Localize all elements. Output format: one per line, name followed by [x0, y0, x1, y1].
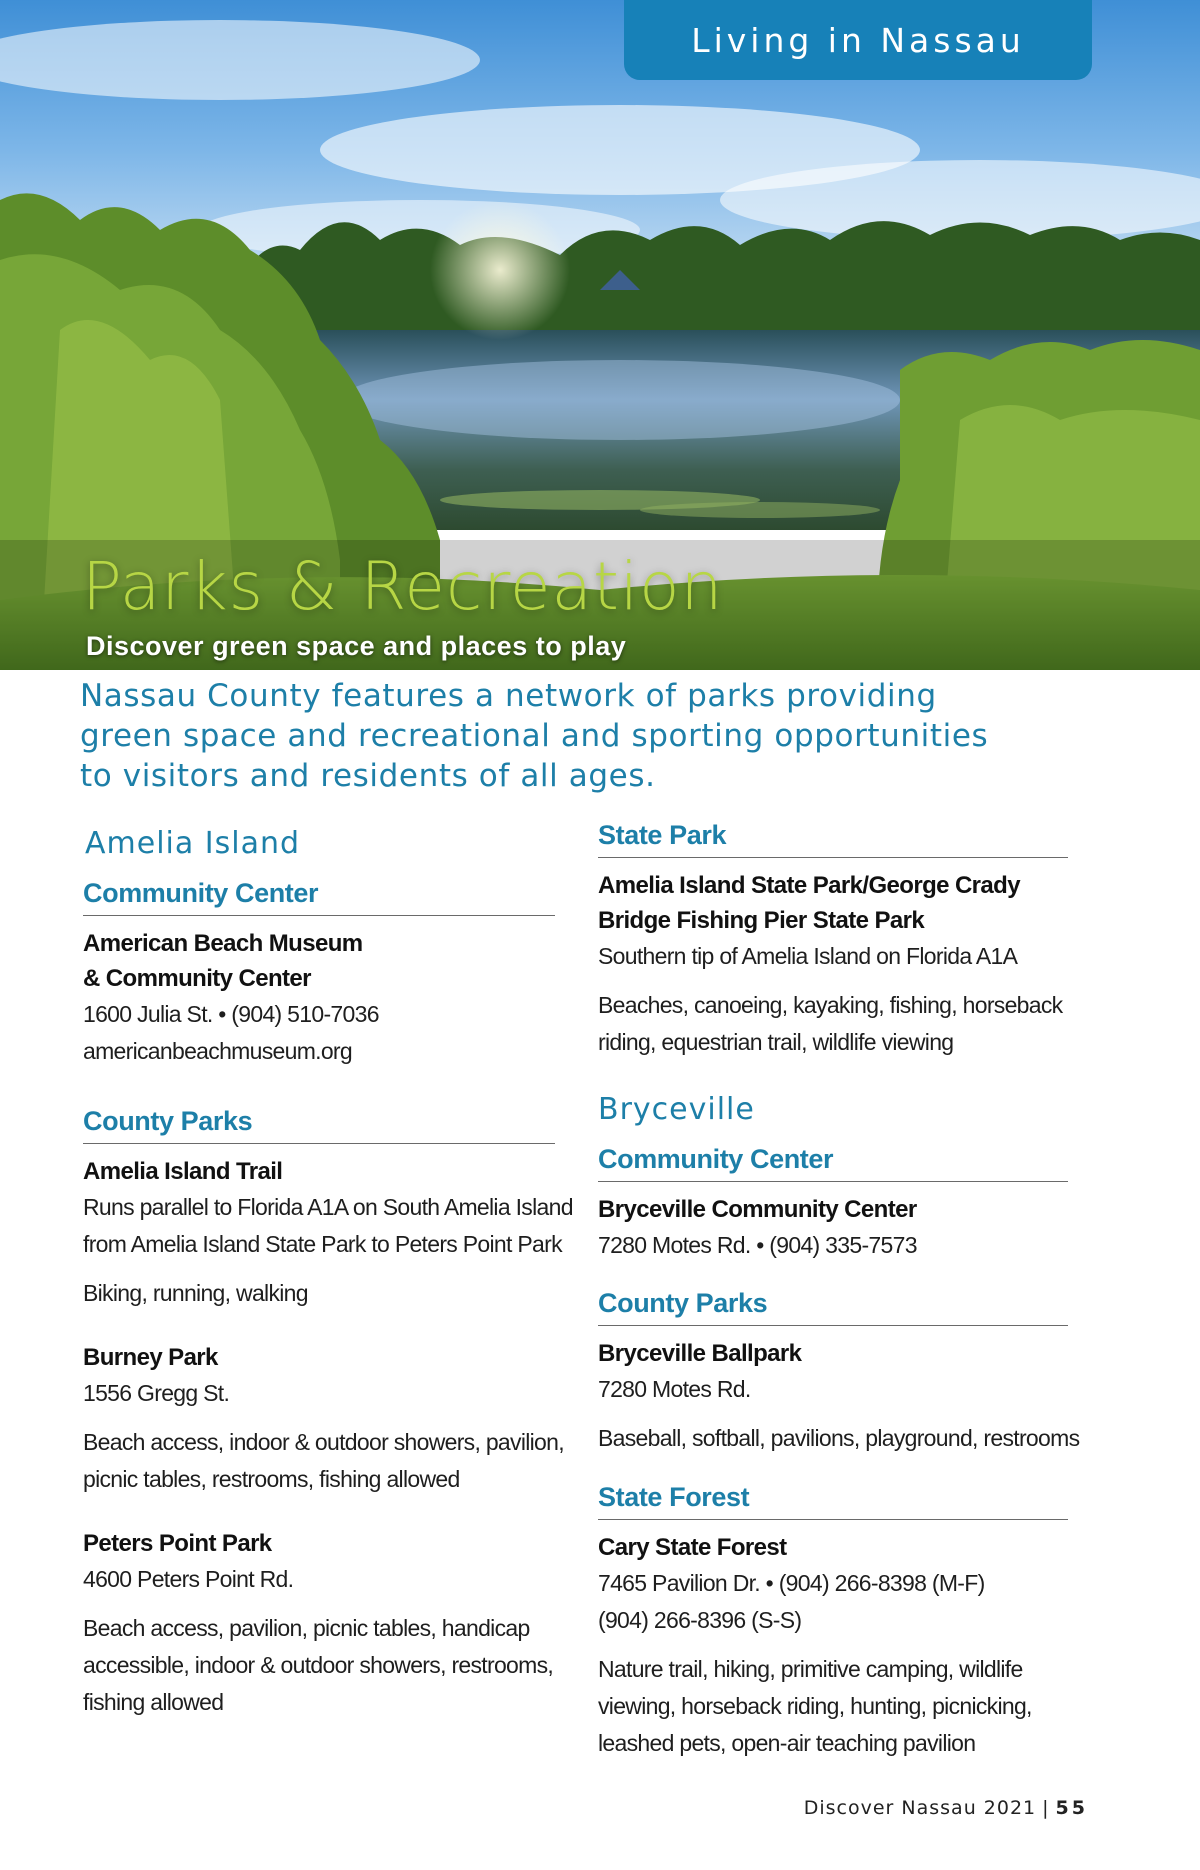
section-heading-state-park: State Park	[598, 820, 1068, 858]
entry-features: accessible, indoor & outdoor showers, restrooms,	[83, 1652, 554, 1678]
publication-name: Discover Nassau 2021	[803, 1797, 1037, 1819]
entry-features: leashed pets, open-air teaching pavilion	[598, 1730, 976, 1756]
entry-website: americanbeachmuseum.org	[83, 1038, 352, 1064]
entry-features: fishing allowed	[83, 1689, 224, 1715]
intro-line: Nassau County features a network of parks providing	[80, 678, 937, 714]
section-heading-state-forest: State Forest	[598, 1482, 1068, 1520]
entry-amelia-island-trail	[83, 1154, 573, 1312]
entry-features: picnic tables, restrooms, fishing allowed	[83, 1466, 460, 1492]
section-heading-county-parks: County Parks	[598, 1288, 1068, 1326]
entry-name: Peters Point Park	[83, 1530, 272, 1557]
entry-cary-state-forest	[598, 1530, 1068, 1762]
page-subtitle: Discover green space and places to play	[86, 631, 627, 661]
footer-separator: |	[1042, 1797, 1050, 1819]
entry-name: Amelia Island State Park/George Crady	[598, 872, 1020, 899]
page-number: 55	[1055, 1797, 1088, 1819]
entry-features: Nature trail, hiking, primitive camping, wildlife	[598, 1656, 1023, 1682]
intro-line: to visitors and residents of all ages.	[80, 758, 656, 794]
area-heading-bryceville: Bryceville	[598, 1092, 755, 1127]
entry-features: riding, equestrian trail, wildlife viewing	[598, 1029, 954, 1055]
entry-bryceville-community-center	[598, 1192, 1068, 1264]
entry-address: 4600 Peters Point Rd.	[83, 1566, 294, 1592]
hero-photo	[0, 0, 1200, 670]
area-heading-amelia-island: Amelia Island	[85, 826, 301, 861]
entry-phone: (904) 266-8396 (S-S)	[598, 1607, 802, 1633]
section-banner	[624, 0, 1092, 80]
entry-features: Baseball, softball, pavilions, playground, restrooms	[598, 1425, 1080, 1451]
entry-amelia-island-state-park	[598, 868, 1068, 1061]
entry-features: viewing, horseback riding, hunting, picnicking,	[598, 1693, 1032, 1719]
entry-features: Biking, running, walking	[83, 1280, 308, 1306]
entry-name: & Community Center	[83, 965, 311, 992]
section-heading-county-parks: County Parks	[83, 1106, 555, 1144]
intro-paragraph	[80, 676, 1120, 796]
section-heading-community-center: Community Center	[83, 878, 555, 916]
entry-location: Southern tip of Amelia Island on Florida A1A	[598, 943, 1018, 969]
entry-american-beach-museum	[83, 926, 555, 1070]
entry-name: American Beach Museum	[83, 930, 363, 957]
entry-peters-point-park	[83, 1526, 555, 1721]
entry-address: 7280 Motes Rd.	[598, 1376, 751, 1402]
entry-features: Beach access, pavilion, picnic tables, handicap	[83, 1615, 530, 1641]
entry-name: Bryceville Ballpark	[598, 1340, 802, 1367]
entry-name: Bryceville Community Center	[598, 1196, 917, 1223]
entry-bryceville-ballpark	[598, 1336, 1080, 1457]
entry-name: Amelia Island Trail	[83, 1158, 283, 1185]
entry-address-phone: 1600 Julia St. • (904) 510-7036	[83, 1001, 379, 1027]
entry-address-phone: 7280 Motes Rd. • (904) 335-7573	[598, 1232, 917, 1258]
entry-name: Bridge Fishing Pier State Park	[598, 907, 925, 934]
section-heading-community-center: Community Center	[598, 1144, 1068, 1182]
entry-location: from Amelia Island State Park to Peters Point Park	[83, 1231, 562, 1257]
section-banner-label: Living in Nassau	[691, 20, 1025, 60]
entry-features: Beach access, indoor & outdoor showers, pavilion,	[83, 1429, 564, 1455]
entry-address-phone: 7465 Pavilion Dr. • (904) 266-8398 (M-F)	[598, 1570, 985, 1596]
entry-burney-park	[83, 1340, 564, 1498]
page-footer	[804, 1797, 1088, 1819]
entry-address: 1556 Gregg St.	[83, 1380, 230, 1406]
page-title: Parks & Recreation	[82, 548, 724, 625]
entry-name: Burney Park	[83, 1344, 218, 1371]
entry-location: Runs parallel to Florida A1A on South Amelia Island	[83, 1194, 573, 1220]
entry-features: Beaches, canoeing, kayaking, fishing, horseback	[598, 992, 1063, 1018]
intro-line: green space and recreational and sporting opportunities	[80, 718, 989, 754]
entry-name: Cary State Forest	[598, 1534, 787, 1561]
